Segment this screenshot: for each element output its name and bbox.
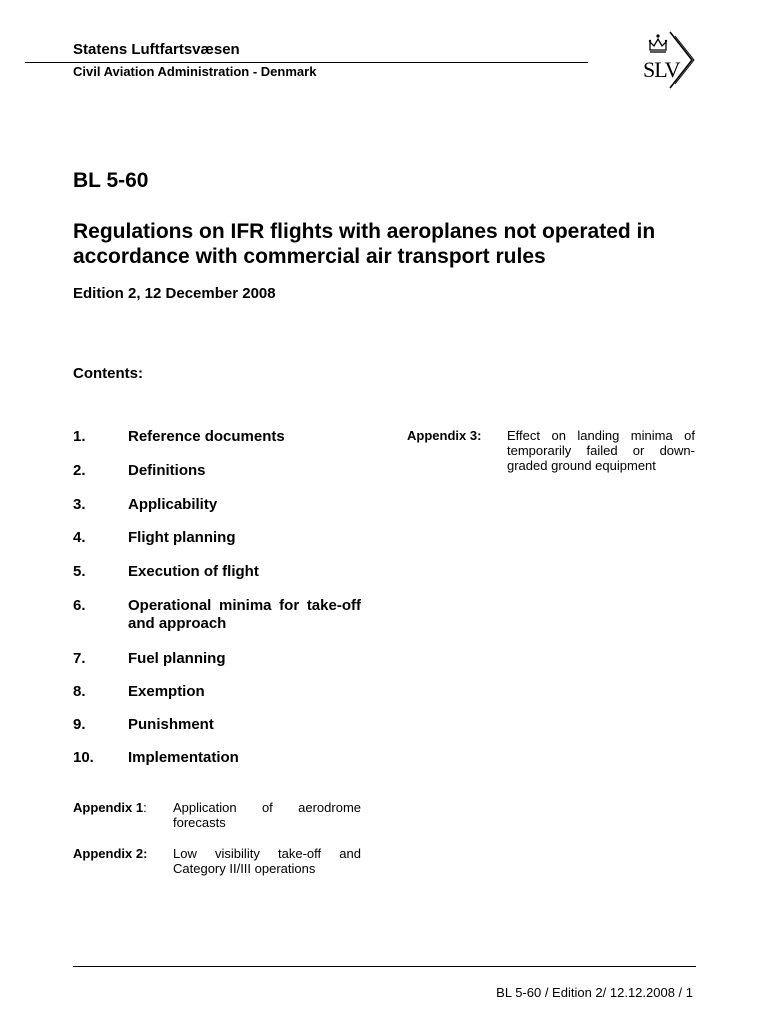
edition-line: Edition 2, 12 December 2008 xyxy=(73,285,276,302)
document-code: BL 5-60 xyxy=(73,169,149,192)
toc-number: 6. xyxy=(73,597,86,614)
toc-item-definitions: Definitions xyxy=(128,462,206,479)
appendix-1-label: Appendix 1: xyxy=(73,800,147,815)
toc-number: 2. xyxy=(73,462,86,479)
toc-item-applicability: Applicability xyxy=(128,496,218,513)
toc-number: 1. xyxy=(73,428,86,445)
toc-item-implementation: Implementation xyxy=(128,749,239,766)
organization-name: Statens Luftfartsvæsen xyxy=(73,41,240,58)
toc-number: 4. xyxy=(73,529,86,546)
toc-item-flight-planning: Flight planning xyxy=(128,529,236,546)
logo-text: SLV xyxy=(643,57,680,82)
toc-item-operational-minima: Operational minima for take-off and approach xyxy=(128,597,361,632)
header-divider xyxy=(25,62,588,63)
toc-item-execution-of-flight: Execution of flight xyxy=(128,563,259,580)
appendix-2-text: Low visibility take-off and Category II/III operations xyxy=(173,846,361,876)
footer-divider xyxy=(73,966,696,967)
toc-number: 7. xyxy=(73,650,86,667)
appendix-3-label: Appendix 3: xyxy=(407,428,482,443)
toc-number: 10. xyxy=(73,749,94,766)
toc-item-punishment: Punishment xyxy=(128,716,214,733)
toc-number: 8. xyxy=(73,683,86,700)
toc-item-reference-documents: Reference documents xyxy=(128,428,285,445)
contents-heading: Contents: xyxy=(73,365,143,382)
appendix-1-text: Application of aerodrome forecasts xyxy=(173,800,361,830)
document-title: Regulations on IFR flights with aeroplanes not operated in accordance with commercial air transport rules xyxy=(73,220,656,268)
appendix-3-text: Effect on landing minima of temporarily failed or down-graded ground equipment xyxy=(507,428,695,473)
toc-number: 5. xyxy=(73,563,86,580)
appendix-2-label: Appendix 2: xyxy=(73,846,148,861)
toc-item-exemption: Exemption xyxy=(128,683,205,700)
toc-item-fuel-planning: Fuel planning xyxy=(128,650,226,667)
toc-number: 3. xyxy=(73,496,86,513)
slv-logo xyxy=(640,30,698,90)
organization-subtitle: Civil Aviation Administration - Denmark xyxy=(73,64,317,79)
toc-number: 9. xyxy=(73,716,86,733)
page-footer: BL 5-60 / Edition 2/ 12.12.2008 / 1 xyxy=(496,985,693,1000)
